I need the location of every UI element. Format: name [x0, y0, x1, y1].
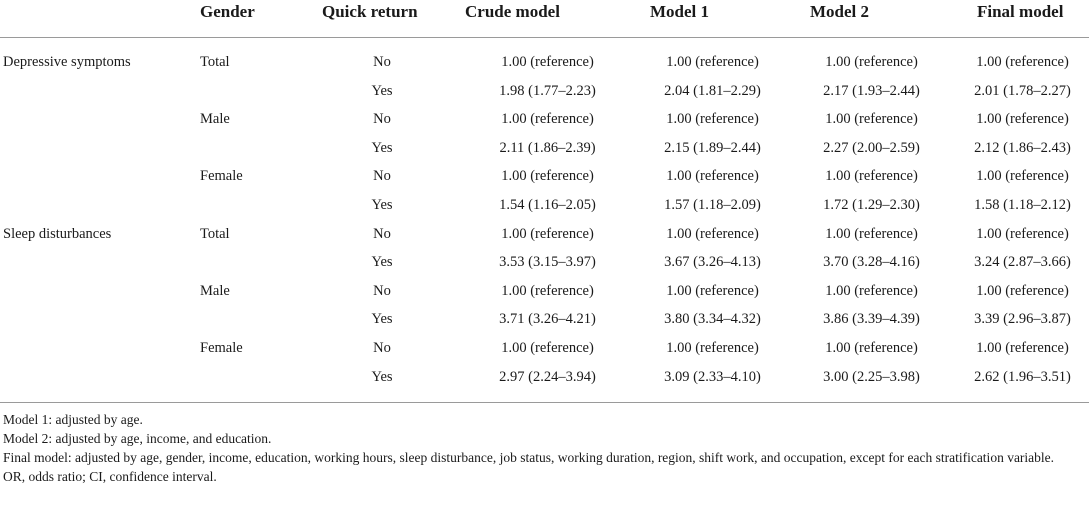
quick-return-cell: Yes — [371, 82, 393, 99]
model-1-cell: 2.15 (1.89–2.44) — [664, 139, 761, 156]
quick-return-cell: No — [373, 282, 391, 299]
crude-model-cell: 1.54 (1.16–2.05) — [499, 197, 596, 213]
table-row — [0, 134, 1089, 163]
table-row — [0, 105, 1089, 134]
final-model-cell: 1.58 (1.18–2.12) — [974, 197, 1071, 213]
quick-return-cell: Yes — [371, 311, 393, 328]
model-2-cell: 1.00 (reference) — [825, 168, 918, 185]
footnote-abbreviations: OR, odds ratio; CI, confidence interval. — [3, 469, 217, 484]
crude-model-cell: 3.53 (3.15–3.97) — [499, 254, 596, 271]
crude-model-cell: 1.00 (reference) — [501, 340, 594, 356]
crude-model-cell: 2.97 (2.24–3.94) — [499, 368, 596, 385]
model-2-cell: 2.17 (1.93–2.44) — [823, 82, 920, 99]
quick-return-cell: No — [373, 225, 391, 242]
header-gender: Gender — [200, 2, 255, 21]
header-final-model: Final model — [977, 2, 1064, 21]
final-model-cell: 1.00 (reference) — [976, 111, 1069, 128]
footnote-model-2: Model 2: adjusted by age, income, and education. — [3, 431, 272, 446]
final-model-cell: 1.00 (reference) — [976, 282, 1069, 299]
final-model-cell: 1.00 (reference) — [976, 54, 1069, 70]
final-model-cell: 1.00 (reference) — [976, 168, 1069, 185]
model-2-cell: 3.70 (3.28–4.16) — [823, 254, 920, 271]
final-model-cell: 3.39 (2.96–3.87) — [974, 311, 1071, 328]
model-1-cell: 1.00 (reference) — [666, 282, 759, 299]
table-row — [0, 162, 1089, 191]
model-1-cell: 3.67 (3.26–4.13) — [664, 254, 761, 271]
final-model-cell: 1.00 (reference) — [976, 225, 1069, 242]
table-body — [0, 38, 1089, 403]
model-1-cell: 1.57 (1.18–2.09) — [664, 197, 761, 213]
table-header — [0, 0, 1089, 38]
header-model-2: Model 2 — [810, 2, 870, 21]
model-1-cell: 1.00 (reference) — [666, 168, 759, 185]
header-crude-model: Crude model — [465, 2, 560, 21]
model-2-cell: 1.00 (reference) — [825, 340, 918, 356]
gender-cell: Male — [200, 111, 230, 128]
gender-cell: Female — [200, 340, 243, 356]
model-2-cell: 3.86 (3.39–4.39) — [823, 311, 920, 328]
model-1-cell: 1.00 (reference) — [666, 225, 759, 242]
model-1-cell: 2.04 (1.81–2.29) — [664, 82, 761, 99]
final-model-cell: 2.12 (1.86–2.43) — [974, 139, 1071, 156]
quick-return-cell: No — [373, 168, 391, 185]
table-row — [0, 48, 1089, 77]
model-1-cell: 3.80 (3.34–4.32) — [664, 311, 761, 328]
crude-model-cell: 1.98 (1.77–2.23) — [499, 82, 596, 99]
header-quick-return: Quick return — [322, 2, 418, 21]
model-2-cell: 2.27 (2.00–2.59) — [823, 139, 920, 156]
outcome-cell: Sleep disturbances — [3, 225, 112, 242]
table-row — [0, 363, 1089, 392]
quick-return-cell: Yes — [371, 139, 393, 156]
final-model-cell: 2.01 (1.78–2.27) — [974, 82, 1071, 99]
quick-return-cell: No — [373, 54, 391, 70]
quick-return-cell: Yes — [371, 368, 393, 385]
crude-model-cell: 1.00 (reference) — [501, 225, 594, 242]
gender-cell: Male — [200, 282, 230, 299]
table-row — [0, 220, 1089, 249]
footnote-final-model: Final model: adjusted by age, gender, income, education, working hours, sleep disturbance, job status, working duration, region, shift work, and occupation, except for each stratification variable. — [3, 450, 1055, 465]
final-model-cell: 3.24 (2.87–3.66) — [974, 254, 1071, 271]
crude-model-cell: 1.00 (reference) — [501, 282, 594, 299]
model-1-cell: 1.00 (reference) — [666, 54, 759, 70]
quick-return-cell: No — [373, 340, 391, 356]
model-2-cell: 1.00 (reference) — [825, 282, 918, 299]
model-1-cell: 3.09 (2.33–4.10) — [664, 368, 761, 385]
table-row — [0, 305, 1089, 334]
table-row — [0, 277, 1089, 306]
table-row — [0, 334, 1089, 363]
table-footnotes — [0, 410, 1085, 486]
model-2-cell: 3.00 (2.25–3.98) — [823, 368, 920, 385]
crude-model-cell: 2.11 (1.86–2.39) — [499, 139, 596, 156]
table-row — [0, 248, 1089, 277]
quick-return-cell: No — [373, 111, 391, 128]
crude-model-cell: 1.00 (reference) — [501, 54, 594, 70]
gender-cell: Total — [200, 225, 230, 242]
quick-return-cell: Yes — [371, 254, 393, 271]
table-row — [0, 77, 1089, 106]
outcome-cell: Depressive symptoms — [3, 54, 131, 70]
crude-model-cell: 1.00 (reference) — [501, 111, 594, 128]
model-2-cell: 1.00 (reference) — [825, 111, 918, 128]
crude-model-cell: 1.00 (reference) — [501, 168, 594, 185]
footnote-model-1: Model 1: adjusted by age. — [3, 412, 143, 427]
model-2-cell: 1.72 (1.29–2.30) — [823, 197, 920, 213]
model-2-cell: 1.00 (reference) — [825, 225, 918, 242]
crude-model-cell: 3.71 (3.26–4.21) — [499, 311, 596, 328]
gender-cell: Total — [200, 54, 230, 70]
model-1-cell: 1.00 (reference) — [666, 111, 759, 128]
quick-return-cell: Yes — [371, 197, 393, 213]
gender-cell: Female — [200, 168, 243, 185]
final-model-cell: 2.62 (1.96–3.51) — [974, 368, 1071, 385]
model-2-cell: 1.00 (reference) — [825, 54, 918, 70]
table-row — [0, 191, 1089, 220]
model-1-cell: 1.00 (reference) — [666, 340, 759, 356]
final-model-cell: 1.00 (reference) — [976, 340, 1069, 356]
header-model-1: Model 1 — [650, 2, 710, 21]
